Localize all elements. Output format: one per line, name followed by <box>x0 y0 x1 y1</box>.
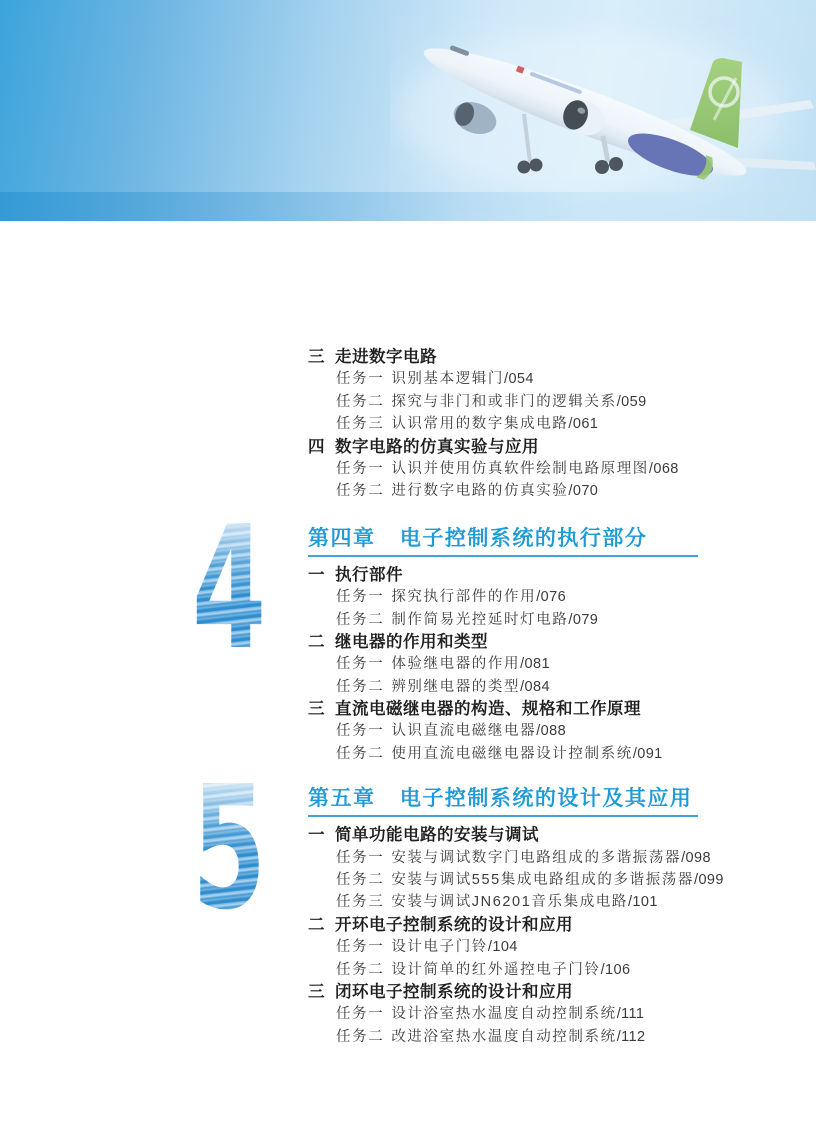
toc-task-row <box>308 653 698 675</box>
banner-bottom-band <box>0 192 816 221</box>
toc-task-title: 探究执行部件的作用 <box>391 589 537 606</box>
toc-task-label: 任务一 <box>336 656 385 673</box>
toc-section-title: 走进数字电路 <box>335 348 437 366</box>
toc-task-row <box>308 586 698 608</box>
toc-task-page: /104 <box>487 939 518 956</box>
toc-section-heading <box>308 631 698 653</box>
toc-task-row <box>308 869 724 891</box>
toc-intro-sections <box>308 346 698 503</box>
toc-task-row <box>308 368 698 390</box>
toc-section-heading <box>308 564 698 586</box>
toc-section-tasks <box>308 847 724 914</box>
toc-task-title: 认识直流电磁继电器 <box>391 723 537 740</box>
toc-task-page: /068 <box>648 460 679 477</box>
toc-task-row <box>308 480 698 502</box>
chapter-5-sections <box>308 824 724 1048</box>
toc-section-title: 开环电子控制系统的设计和应用 <box>335 915 573 934</box>
toc-task-title: 认识并使用仿真软件绘制电路原理图 <box>391 460 649 477</box>
toc-task-page: /088 <box>536 723 567 740</box>
chapter-4-heading <box>308 527 698 557</box>
toc-section-heading <box>308 824 698 846</box>
toc-task-title: 安装与调试555集成电路组成的多谐振荡器 <box>391 872 695 889</box>
toc-task-row <box>308 609 698 631</box>
toc-task-page: /084 <box>520 678 550 695</box>
toc-section <box>308 436 698 503</box>
toc-task-page: /091 <box>632 745 663 762</box>
toc-task-title: 识别基本逻辑门 <box>391 371 505 388</box>
toc-task-title: 认识常用的数字集成电路 <box>391 416 569 433</box>
toc-task-page: /079 <box>568 611 599 628</box>
toc-section-tasks <box>308 368 698 435</box>
toc-section-tasks <box>308 458 698 503</box>
toc-task-title: 进行数字电路的仿真实验 <box>391 483 569 500</box>
toc-task-title: 辨别继电器的类型 <box>391 678 521 695</box>
toc-task-row <box>308 458 698 480</box>
toc-section-number: 三 <box>308 700 325 719</box>
toc-task-page: /111 <box>616 1006 645 1023</box>
toc-task-row <box>308 1003 698 1025</box>
toc-section-number: 一 <box>308 565 325 584</box>
toc-task-label: 任务一 <box>336 849 385 866</box>
toc-task-title: 设计电子门铃 <box>391 939 488 956</box>
toc-section-number: 三 <box>308 982 325 1001</box>
toc-task-title: 体验继电器的作用 <box>391 656 521 673</box>
toc-task-title: 设计简单的红外遥控电子门铃 <box>391 961 601 978</box>
toc-section-tasks <box>308 586 698 631</box>
chapter-5-big-number: 5 <box>192 747 267 949</box>
toc-task-page: /061 <box>568 416 599 433</box>
chapter-5-heading <box>308 787 698 817</box>
toc-task-title: 探究与非门和或非门的逻辑关系 <box>391 393 617 410</box>
toc-task-label: 任务三 <box>336 894 385 911</box>
toc-section <box>308 824 724 914</box>
header-banner <box>0 0 816 221</box>
toc-task-title: 设计浴室热水温度自动控制系统 <box>391 1006 617 1023</box>
toc-task-page: /076 <box>536 589 567 606</box>
toc-task-row <box>308 743 698 765</box>
toc-task-row <box>308 720 698 742</box>
toc-section-number: 一 <box>308 826 325 845</box>
chapter-5-heading-title: 电子控制系统的设计及其应用 <box>399 787 693 811</box>
toc-task-label: 任务一 <box>336 460 385 477</box>
chapter-4-big-number: 4 <box>192 486 267 688</box>
chapter-4-heading-title: 电子控制系统的执行部分 <box>399 526 648 550</box>
toc-section <box>308 631 698 698</box>
toc-section-number: 四 <box>308 437 325 456</box>
toc-task-label: 任务一 <box>336 723 385 740</box>
toc-section-title: 数字电路的仿真实验与应用 <box>335 437 539 456</box>
toc-task-row <box>308 676 698 698</box>
toc-task-label: 任务二 <box>336 483 385 500</box>
toc-task-label: 任务二 <box>336 611 385 628</box>
toc-section-title: 继电器的作用和类型 <box>335 632 488 651</box>
table-of-contents <box>192 346 724 1048</box>
toc-task-page: /112 <box>616 1028 646 1045</box>
toc-section-number: 二 <box>308 632 325 651</box>
toc-task-page: /101 <box>628 894 658 911</box>
toc-section-title: 简单功能电路的安装与调试 <box>335 826 539 845</box>
toc-task-row <box>308 936 698 958</box>
toc-task-row <box>308 891 698 913</box>
toc-task-label: 任务一 <box>336 589 385 606</box>
toc-task-label: 任务二 <box>336 1028 385 1045</box>
toc-section-heading <box>308 436 698 458</box>
toc-task-label: 任务一 <box>336 1006 385 1023</box>
toc-section <box>308 914 698 981</box>
airplane-haze-overlay <box>390 16 816 212</box>
toc-section-heading <box>308 698 698 720</box>
toc-section-title: 直流电磁继电器的构造、规格和工作原理 <box>335 700 641 719</box>
toc-task-row <box>308 391 698 413</box>
toc-task-label: 任务二 <box>336 745 385 762</box>
toc-task-page: /054 <box>504 371 534 388</box>
toc-section-number: 二 <box>308 915 325 934</box>
toc-task-page: /106 <box>600 961 631 978</box>
toc-task-page: /081 <box>520 656 550 673</box>
chapter-4-sections <box>308 564 698 766</box>
toc-section <box>308 981 698 1048</box>
toc-task-label: 任务一 <box>336 939 385 956</box>
toc-task-title: 使用直流电磁继电器设计控制系统 <box>391 745 633 762</box>
toc-task-title: 改进浴室热水温度自动控制系统 <box>391 1028 617 1045</box>
toc-task-label: 任务一 <box>336 371 385 388</box>
toc-task-label: 任务二 <box>336 393 385 410</box>
toc-section-title: 执行部件 <box>335 565 403 584</box>
toc-section-tasks <box>308 1003 698 1048</box>
toc-section <box>308 346 698 436</box>
toc-task-page: /099 <box>694 872 724 889</box>
toc-section <box>308 698 698 765</box>
toc-task-label: 任务三 <box>336 416 385 433</box>
toc-task-page: /059 <box>616 393 647 410</box>
chapter-5-heading-label: 第五章 <box>308 787 376 811</box>
toc-section <box>308 564 698 631</box>
toc-task-row <box>308 413 698 435</box>
toc-task-title: 安装与调试JN6201音乐集成电路 <box>391 894 628 911</box>
toc-task-label: 任务二 <box>336 961 385 978</box>
toc-task-row <box>308 847 711 869</box>
toc-section-heading <box>308 981 698 1003</box>
toc-section-tasks <box>308 720 698 765</box>
toc-section-tasks <box>308 936 698 981</box>
toc-task-label: 任务二 <box>336 678 385 695</box>
toc-task-page: /098 <box>681 849 711 866</box>
toc-section-number: 三 <box>308 348 325 366</box>
toc-section-heading <box>308 346 698 368</box>
airplane-image <box>390 16 816 212</box>
toc-task-page: /070 <box>568 483 599 500</box>
toc-task-row <box>308 959 698 981</box>
toc-section-heading <box>308 914 698 936</box>
toc-section-title: 闭环电子控制系统的设计和应用 <box>335 982 573 1001</box>
chapter-4-heading-label: 第四章 <box>308 526 376 550</box>
toc-task-label: 任务二 <box>336 872 385 889</box>
toc-task-title: 安装与调试数字门电路组成的多谐振荡器 <box>391 849 682 866</box>
toc-section-tasks <box>308 653 698 698</box>
toc-task-row <box>308 1026 698 1048</box>
toc-task-title: 制作简易光控延时灯电路 <box>391 611 569 628</box>
